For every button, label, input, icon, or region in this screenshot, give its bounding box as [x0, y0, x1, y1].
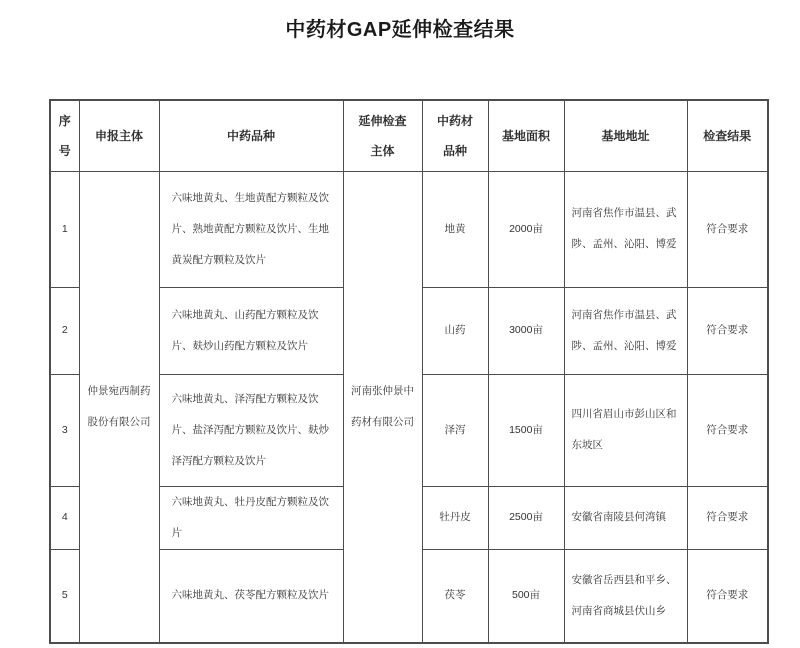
row1-result: 符合要求	[687, 171, 768, 287]
header-result-line1: 检查结果	[703, 128, 752, 143]
page-title: 中药材GAP延伸检查结果	[285, 19, 515, 41]
header-applicant-line1: 申报主体	[94, 128, 143, 143]
row2-material: 山药	[422, 287, 488, 374]
row5-result: 符合要求	[687, 549, 768, 643]
header-material-line2: 品种	[442, 143, 467, 158]
row2-result: 符合要求	[687, 287, 768, 374]
inspection-results-table	[49, 99, 769, 644]
row2-area: 3000亩	[488, 287, 564, 374]
row5-address: 安徽省岳西县和平乡、河南省商城县伏山乡	[564, 549, 687, 643]
header-variety-line1: 中药品种	[226, 128, 275, 143]
row4-material: 牡丹皮	[422, 486, 488, 549]
row3-seq: 3	[50, 374, 79, 486]
applicant-line2: 股份有限公司	[87, 415, 151, 428]
row1-area: 2000亩	[488, 171, 564, 287]
row3-varieties: 六味地黄丸、泽泻配方颗粒及饮片、盐泽泻配方颗粒及饮片、麸炒泽泻配方颗粒及饮片	[159, 374, 343, 486]
header-inspector-line1: 延伸检查	[358, 113, 407, 128]
row4-seq: 4	[50, 486, 79, 549]
row3-area: 1500亩	[488, 374, 564, 486]
header-seq-line2: 号	[58, 143, 71, 158]
row2-varieties: 六味地黄丸、山药配方颗粒及饮片、麸炒山药配方颗粒及饮片	[159, 287, 343, 374]
header-result	[687, 100, 768, 171]
header-variety	[159, 100, 343, 171]
row5-area: 500亩	[488, 549, 564, 643]
header-applicant	[79, 100, 159, 171]
row4-varieties: 六味地黄丸、牡丹皮配方颗粒及饮片	[159, 486, 343, 549]
row5-varieties: 六味地黄丸、茯苓配方颗粒及饮片	[159, 549, 343, 643]
row1-seq: 1	[50, 171, 79, 287]
inspector-line2: 药材有限公司	[351, 415, 414, 428]
row4-address: 安徽省南陵县何湾镇	[564, 486, 687, 549]
header-material-line1: 中药材	[436, 113, 473, 128]
header-inspector-line2: 主体	[370, 143, 395, 158]
row1-varieties: 六味地黄丸、生地黄配方颗粒及饮片、熟地黄配方颗粒及饮片、生地黄炭配方颗粒及饮片	[159, 171, 343, 287]
header-address-line1: 基地地址	[601, 128, 650, 143]
row4-area: 2500亩	[488, 486, 564, 549]
row4-result: 符合要求	[687, 486, 768, 549]
row5-material: 茯苓	[422, 549, 488, 643]
table-header-row	[50, 100, 768, 171]
inspector-cell	[343, 171, 422, 643]
header-seq-line1: 序	[58, 113, 71, 128]
header-material	[422, 100, 488, 171]
applicant-cell	[79, 171, 159, 643]
row3-result: 符合要求	[687, 374, 768, 486]
table-row	[50, 171, 768, 287]
header-area-line1: 基地面积	[501, 128, 550, 143]
inspector-line1: 河南张仲景中	[351, 384, 414, 397]
row1-material: 地黄	[422, 171, 488, 287]
row2-address: 河南省焦作市温县、武陟、孟州、沁阳、博爱	[564, 287, 687, 374]
row3-address: 四川省眉山市彭山区和东坡区	[564, 374, 687, 486]
header-inspector	[343, 100, 422, 171]
header-address	[564, 100, 687, 171]
row5-seq: 5	[50, 549, 79, 643]
header-area	[488, 100, 564, 171]
row3-material: 泽泻	[422, 374, 488, 486]
row1-address: 河南省焦作市温县、武陟、孟州、沁阳、博爱	[564, 171, 687, 287]
applicant-line1: 仲景宛西制药	[87, 384, 151, 397]
header-seq	[50, 100, 79, 171]
row2-seq: 2	[50, 287, 79, 374]
